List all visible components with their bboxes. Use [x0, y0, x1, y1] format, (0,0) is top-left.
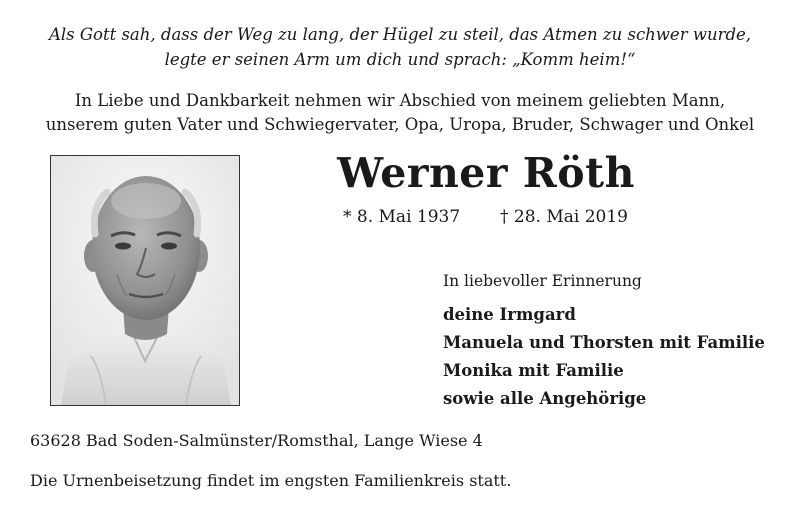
family-address: 63628 Bad Soden-Salmünster/Romsthal, Lange Wiese 4 [30, 431, 483, 450]
farewell-line-1: In Liebe und Dankbarkeit nehmen wir Abschied von meinem geliebten Mann, [74, 91, 726, 110]
farewell-line-2: unserem guten Vater und Schwiegervater, Opa, Uropa, Bruder, Schwager und Onkel [45, 115, 755, 134]
memory-label: In liebevoller Erinnerung [443, 272, 642, 290]
farewell-text [0, 89, 800, 137]
mourner-entry: Monika mit Familie [443, 361, 624, 380]
birth-date: * 8. Mai 1937 [343, 207, 461, 227]
mourner-entry: sowie alle Angehörige [443, 389, 647, 408]
poem-verse [0, 22, 800, 72]
portrait-photo [50, 155, 240, 406]
deceased-name: Werner Röth [337, 149, 635, 197]
mourner-entry: Manuela und Thorsten mit Familie [443, 333, 765, 352]
death-date: † 28. Mai 2019 [500, 207, 628, 227]
portrait-photo-image [51, 156, 239, 405]
poem-line-1: Als Gott sah, dass der Weg zu lang, der Hügel zu steil, das Atmen zu schwer wurde, [48, 25, 752, 44]
poem-line-2: legte er seinen Arm um dich und sprach: „Komm heim!“ [164, 50, 636, 69]
funeral-note: Die Urnenbeisetzung findet im engsten Familienkreis statt. [30, 471, 512, 490]
mourners-list [443, 301, 765, 413]
mourner-entry: deine Irmgard [443, 305, 576, 324]
